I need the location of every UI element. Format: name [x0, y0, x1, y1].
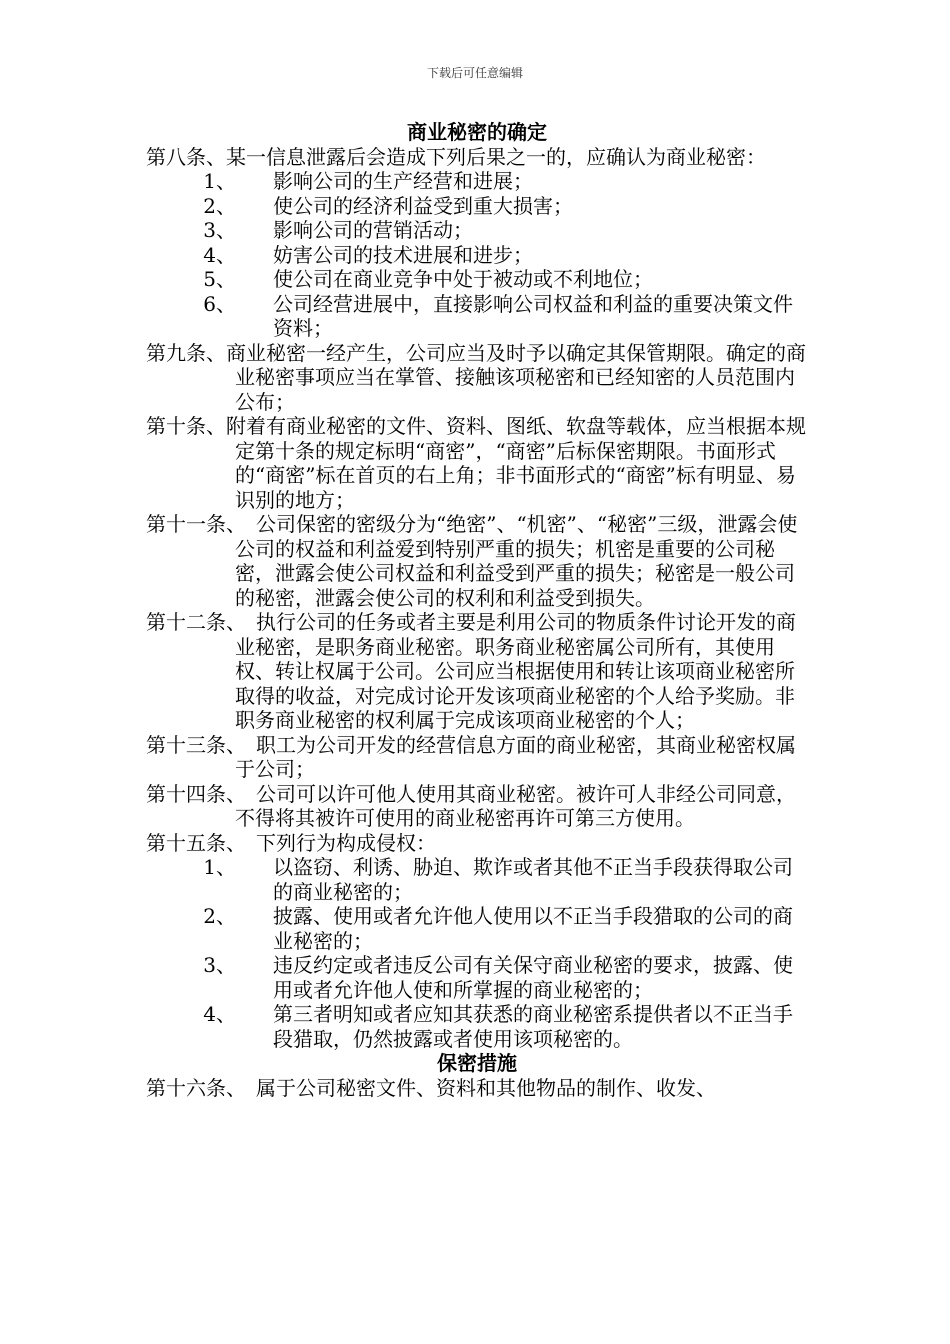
list-item-text: 披露、使用或者允许他人使用以不正当手段猎取的公司的商业秘密的；: [273, 904, 793, 953]
list-item-text: 影响公司的生产经营和进展；: [273, 169, 533, 193]
list-item-text: 公司经营进展中，直接影响公司权益和利益的重要决策文件资料；: [273, 291, 793, 340]
list-item-number: 4、: [203, 242, 236, 267]
list-item-number: 3、: [203, 218, 236, 242]
list-item: [146, 218, 808, 243]
list-item-number: 2、: [203, 193, 236, 218]
list-item: [146, 194, 808, 219]
list-item-number: 4、: [203, 1002, 236, 1026]
section-heading: 商业秘密的确定: [407, 120, 547, 144]
list-item-text: 使公司的经济利益受到重大损害；: [273, 193, 573, 218]
article-paragraph: 第十五条、 下列行为构成侵权：: [146, 830, 436, 855]
list-item: [146, 855, 808, 904]
article-paragraph: 第十四条、 公司可以许可他人使用其商业秘密。被许可人非经公司同意，不得将其被许可使用的商业秘密再许可第三方使用。: [146, 781, 796, 830]
list-item-text: 使公司在商业竞争中处于被动或不利地位；: [273, 267, 653, 291]
document-body: [146, 120, 808, 1100]
list-item-number: 5、: [203, 267, 236, 291]
article-paragraph: 第十六条、 属于公司秘密文件、资料和其他物品的制作、收发、: [146, 1075, 716, 1100]
section-heading: 保密措施: [437, 1051, 517, 1075]
list-item: [146, 953, 808, 1002]
list-item-number: 3、: [203, 953, 236, 977]
list-item: [146, 292, 808, 341]
list-item: [146, 267, 808, 292]
article-paragraph: 第十条、附着有商业秘密的文件、资料、图纸、软盘等载体，应当根据本规定第十条的规定标明“商密”，“商密”后标保密期限。书面形式的“商密”标在首页的右上角；非书面形式的“商密”标有明显、易识别的地方；: [146, 414, 806, 512]
list-item-text: 第三者明知或者应知其获悉的商业秘密系提供者以不正当手段猎取，仍然披露或者使用该项秘密的。: [273, 1002, 793, 1051]
article-paragraph: 第九条、商业秘密一经产生，公司应当及时予以确定其保管期限。确定的商业秘密事项应当在掌管、接触该项秘密和已经知密的人员范围内公布；: [146, 340, 806, 414]
article-paragraph: 第八条、某一信息泄露后会造成下列后果之一的，应确认为商业秘密：: [146, 144, 766, 169]
list-item-number: 1、: [203, 855, 236, 879]
article-paragraph: 第十三条、 职工为公司开发的经营信息方面的商业秘密，其商业秘密权属于公司；: [146, 732, 796, 781]
list-item-text: 违反约定或者违反公司有关保守商业秘密的要求，披露、使用或者允许他人使和所掌握的商业秘密的；: [273, 953, 793, 1002]
list-item-number: 1、: [203, 169, 236, 193]
article-paragraph: 第十一条、 公司保密的密级分为“绝密”、“机密”、“秘密”三级，泄露会使公司的权益和利益爱到特别严重的损失；机密是重要的公司秘密，泄露会使公司权益和利益受到严重的损失；秘密是一般公司的秘密，泄露会使公司的权利和利益受到损失。: [146, 512, 798, 610]
article-paragraph: 第十二条、 执行公司的任务或者主要是利用公司的物质条件讨论开发的商业秘密，是职务商业秘密。职务商业秘密属公司所有，其使用权、转让权属于公司。公司应当根据使用和转让该项商业秘密所取得的收益，对完成讨论开发该项商业秘密的个人给予奖励。非职务商业秘密的权利属于完成该项商业秘密的个人；: [146, 610, 796, 732]
list-item-number: 2、: [203, 904, 236, 928]
download-note: 下载后可任意编辑: [426, 66, 523, 80]
list-item: [146, 1002, 808, 1051]
list-item-text: 以盗窃、利诱、胁迫、欺诈或者其他不正当手段获得取公司的商业秘密的；: [273, 855, 793, 904]
list-item: [146, 169, 808, 194]
list-item-text: 妨害公司的技术进展和进步；: [273, 242, 533, 267]
list-item-number: 6、: [203, 291, 236, 316]
list-item: [146, 243, 808, 268]
list-item: [146, 904, 808, 953]
list-item-text: 影响公司的营销活动；: [273, 218, 473, 242]
